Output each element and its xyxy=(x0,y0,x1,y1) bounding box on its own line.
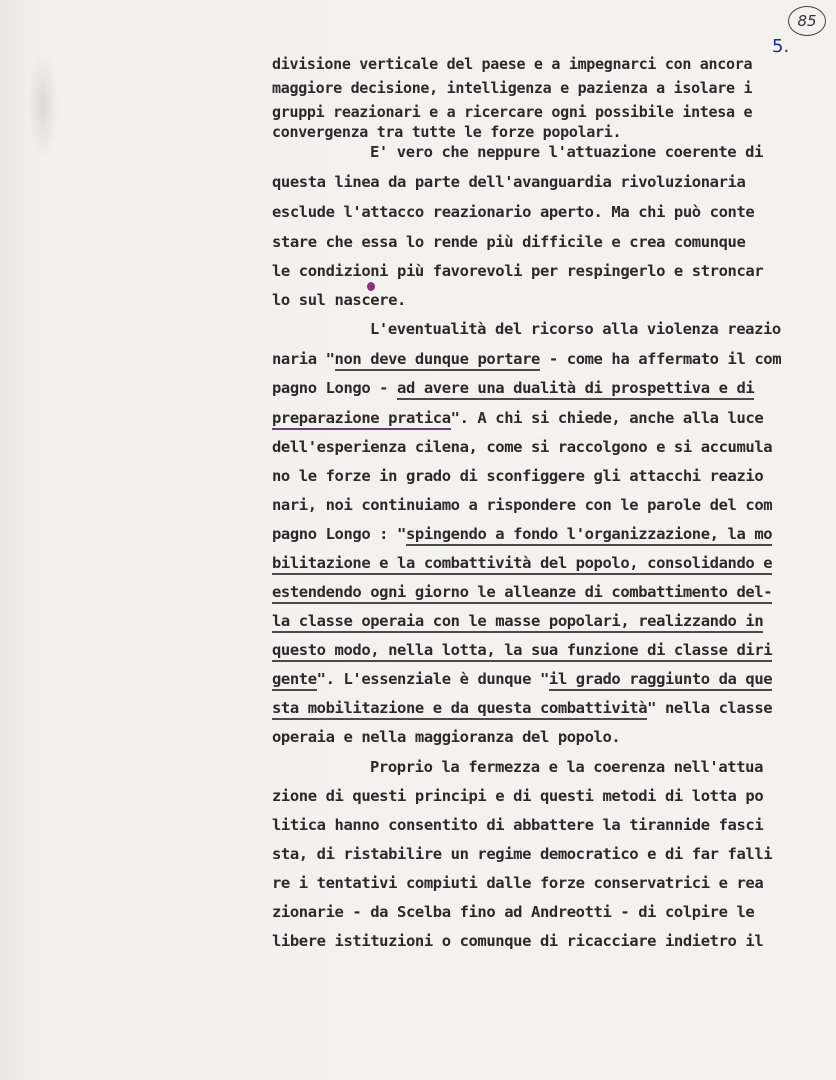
underlined-quote: il grado raggiunto da que xyxy=(549,670,772,691)
text-line: le condizioni più favorevoli per respingerlo e stroncar xyxy=(272,262,764,280)
text-line: divisione verticale del paese e a impegnarci con ancora xyxy=(272,55,753,73)
text-line: zionarie - da Scelba fino ad Andreotti - di colpire le xyxy=(272,903,755,921)
text-line: operaia e nella maggioranza del popolo. xyxy=(272,728,621,746)
underlined-quote: spingendo a fondo l'organizzazione, la mo xyxy=(406,525,772,546)
ink-mark xyxy=(367,282,375,291)
text-line: L'eventualità del ricorso alla violenza reazio xyxy=(370,320,781,338)
page-number xyxy=(788,6,826,36)
section-number: 5. xyxy=(772,36,790,57)
underlined-quote: non deve dunque portare xyxy=(335,350,540,371)
text-line: sta, di ristabilire un regime democratico e di far falli xyxy=(272,845,773,863)
text-line xyxy=(272,670,772,688)
text-line: gruppi reazionari e a ricercare ogni possibile intesa e xyxy=(272,103,753,121)
scan-smudge xyxy=(28,50,58,160)
text-line xyxy=(272,554,772,572)
underlined-quote: questo modo, nella lotta, la sua funzione di classe diri xyxy=(272,641,772,662)
text-line: nari, noi continuiamo a rispondere con le parole del com xyxy=(272,496,773,514)
text-line: maggiore decisione, intelligenza e pazienza a isolare i xyxy=(272,79,753,97)
underlined-quote: preparazione pratica xyxy=(272,409,451,430)
underlined-quote: estendendo ogni giorno le alleanze di combattimento del- xyxy=(272,583,772,604)
text-segment: pagno Longo - xyxy=(272,379,398,397)
text-line xyxy=(272,612,763,630)
underlined-quote: gente xyxy=(272,670,317,691)
text-line: litica hanno consentito di abbattere la tirannide fasci xyxy=(272,816,764,834)
text-segment: ". A chi si chiede, anche alla luce xyxy=(450,409,764,427)
text-line xyxy=(272,525,772,543)
underlined-quote: sta mobilitazione e da questa combattività xyxy=(272,699,647,720)
text-line: esclude l'attacco reazionario aperto. Ma chi può conte xyxy=(272,203,755,221)
text-line: dell'esperienza cilena, come si raccolgono e si accumula xyxy=(272,438,773,456)
text-line xyxy=(272,641,772,659)
text-segment: - come ha affermato il com xyxy=(539,350,782,368)
text-line: lo sul nascere. xyxy=(272,291,406,309)
text-line xyxy=(272,379,754,397)
text-line: E' vero che neppure l'attuazione coerente di xyxy=(370,143,763,161)
text-line: convergenza tra tutte le forze popolari. xyxy=(272,123,622,141)
text-segment: ". L'essenziale è dunque " xyxy=(316,670,549,688)
text-segment: naria " xyxy=(272,350,335,368)
text-line: stare che essa lo rende più difficile e crea comunque xyxy=(272,233,746,251)
text-line: Proprio la fermezza e la coerenza nell'attua xyxy=(370,758,763,776)
text-line: libere istituzioni o comunque di ricacciare indietro il xyxy=(272,932,764,950)
underlined-quote: ad avere una dualità di prospettiva e di xyxy=(397,379,754,400)
underlined-quote: la classe operaia con le masse popolari, realizzando in xyxy=(272,612,763,633)
text-segment: " nella classe xyxy=(647,699,773,717)
underlined-quote: bilitazione e la combattività del popolo, consolidando e xyxy=(272,554,772,575)
text-line xyxy=(272,583,772,601)
text-line xyxy=(272,350,781,368)
text-line xyxy=(272,699,772,717)
text-segment: pagno Longo : " xyxy=(272,525,406,543)
text-line: zione di questi principi e di questi metodi di lotta po xyxy=(272,787,764,805)
text-line: no le forze in grado di sconfiggere gli attacchi reazio xyxy=(272,467,764,485)
text-line: re i tentativi compiuti dalle forze conservatrici e rea xyxy=(272,874,764,892)
text-line xyxy=(272,409,763,427)
page-number-text: 85 xyxy=(797,12,817,30)
text-line: questa linea da parte dell'avanguardia rivoluzionaria xyxy=(272,173,746,191)
